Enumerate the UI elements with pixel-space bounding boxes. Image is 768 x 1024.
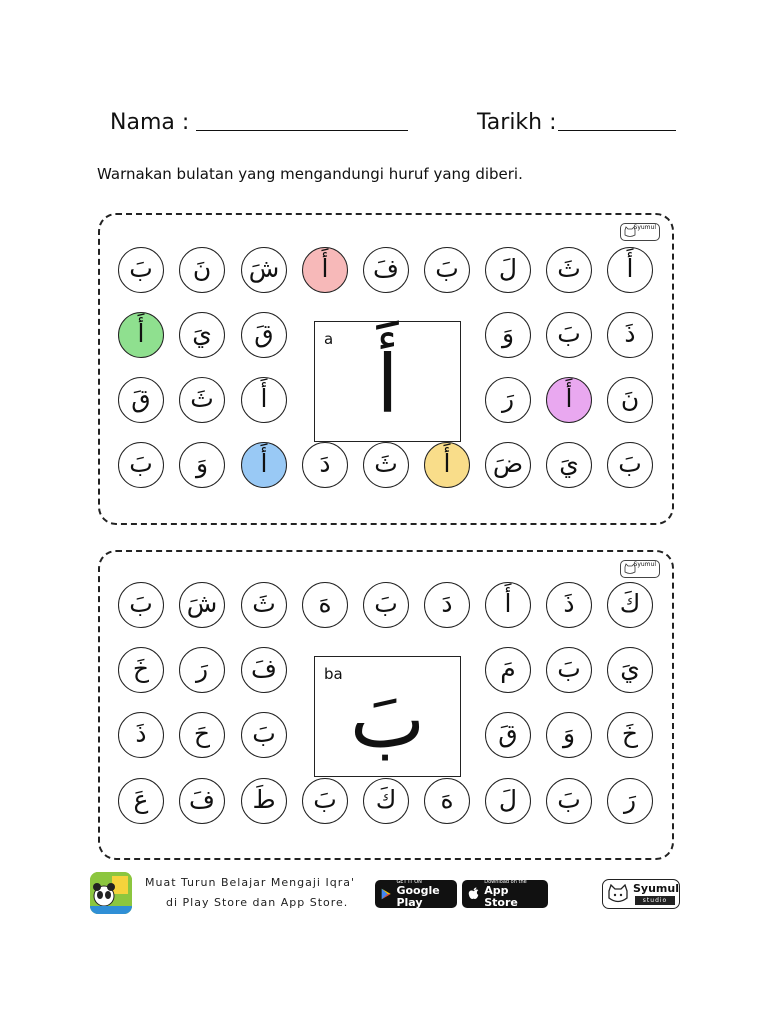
app-icon[interactable]: [90, 872, 132, 914]
letter-circle[interactable]: كَ: [607, 582, 653, 628]
letter-circle[interactable]: لَ: [485, 247, 531, 293]
google-big-text: Google Play: [396, 884, 440, 909]
google-small-text: GET IT ON: [396, 879, 422, 885]
cat-logo-icon: [607, 884, 629, 904]
letter-circle[interactable]: شَ: [179, 582, 225, 628]
letter-circle[interactable]: ذَ: [118, 712, 164, 758]
letter-circle[interactable]: ضَ: [485, 442, 531, 488]
brand-badge-mini: [620, 223, 660, 241]
letter-circle[interactable]: فَ: [241, 647, 287, 693]
letter-circle[interactable]: ثَ: [179, 377, 225, 423]
letter-circle[interactable]: خَ: [607, 712, 653, 758]
letter-circle[interactable]: بَ: [546, 778, 592, 824]
letter-circle[interactable]: بَ: [424, 247, 470, 293]
target-romanization: a: [324, 330, 334, 348]
cat-logo-icon: [624, 226, 636, 238]
letter-circle[interactable]: بَ: [241, 712, 287, 758]
cat-logo-icon: [624, 563, 636, 575]
letter-circle[interactable]: كَ: [363, 778, 409, 824]
letter-circle[interactable]: قَ: [241, 312, 287, 358]
letter-circle[interactable]: رَ: [607, 778, 653, 824]
apple-small-text: Download on the: [484, 879, 527, 885]
letter-circle[interactable]: شَ: [241, 247, 287, 293]
letter-circle[interactable]: خَ: [118, 647, 164, 693]
target-letter: أَ: [376, 338, 399, 431]
apple-big-text: App Store: [484, 884, 518, 909]
app-store-button[interactable]: [462, 880, 548, 908]
letter-circle[interactable]: يَ: [607, 647, 653, 693]
letter-circle[interactable]: قَ: [118, 377, 164, 423]
letter-circle[interactable]: بَ: [363, 582, 409, 628]
letter-circle[interactable]: بَ: [546, 312, 592, 358]
letter-circle[interactable]: دَ: [302, 442, 348, 488]
brand-logo: [602, 879, 680, 909]
footer-line-1: Muat Turun Belajar Mengaji Iqra': [145, 876, 355, 889]
letter-circle[interactable]: أَ: [546, 377, 592, 423]
apple-icon: [468, 887, 479, 901]
google-play-button[interactable]: [375, 880, 457, 908]
letter-circle[interactable]: يَ: [546, 442, 592, 488]
letter-circle[interactable]: وَ: [179, 442, 225, 488]
instruction-text: Warnakan bulatan yang mengandungi huruf yang diberi.: [97, 165, 523, 183]
letter-circle[interactable]: عَ: [118, 778, 164, 824]
google-play-icon: [381, 886, 391, 902]
letter-circle[interactable]: ثَ: [546, 247, 592, 293]
letter-circle[interactable]: أَ: [302, 247, 348, 293]
brand-mini-text: Syumul: [633, 224, 656, 231]
brand-badge-mini: [620, 560, 660, 578]
letter-circle[interactable]: رَ: [179, 647, 225, 693]
letter-circle[interactable]: هَ: [424, 778, 470, 824]
letter-circle[interactable]: نَ: [607, 377, 653, 423]
footer-line-2: di Play Store dan App Store.: [166, 896, 349, 909]
date-field-line[interactable]: [558, 130, 676, 131]
letter-circle[interactable]: بَ: [118, 582, 164, 628]
target-letter: بَ: [349, 673, 426, 766]
letter-circle[interactable]: فَ: [363, 247, 409, 293]
target-letter-box: [314, 321, 461, 442]
letter-circle[interactable]: قَ: [485, 712, 531, 758]
letter-circle[interactable]: أَ: [607, 247, 653, 293]
letter-circle[interactable]: أَ: [424, 442, 470, 488]
letter-panel-1: [98, 213, 674, 525]
letter-circle[interactable]: وَ: [546, 712, 592, 758]
name-field-line[interactable]: [196, 130, 408, 131]
letter-circle[interactable]: بَ: [607, 442, 653, 488]
date-label: Tarikh :: [477, 110, 557, 135]
letter-circle[interactable]: وَ: [485, 312, 531, 358]
letter-circle[interactable]: أَ: [241, 377, 287, 423]
letter-circle[interactable]: بَ: [118, 247, 164, 293]
letter-circle[interactable]: ذَ: [607, 312, 653, 358]
brand-sub: studio: [635, 896, 675, 905]
letter-circle[interactable]: ذَ: [546, 582, 592, 628]
letter-circle[interactable]: نَ: [179, 247, 225, 293]
letter-circle[interactable]: هَ: [302, 582, 348, 628]
target-letter-box: [314, 656, 461, 777]
brand-name: Syumul: [633, 882, 679, 895]
letter-circle[interactable]: طَ: [241, 778, 287, 824]
letter-circle[interactable]: يَ: [179, 312, 225, 358]
letter-circle[interactable]: حَ: [179, 712, 225, 758]
target-romanization: ba: [324, 665, 343, 683]
name-label: Nama :: [110, 110, 190, 135]
panda-app-icon: [90, 872, 132, 914]
letter-circle[interactable]: أَ: [241, 442, 287, 488]
letter-circle[interactable]: ثَ: [363, 442, 409, 488]
letter-circle[interactable]: رَ: [485, 377, 531, 423]
letter-circle[interactable]: دَ: [424, 582, 470, 628]
letter-circle[interactable]: أَ: [118, 312, 164, 358]
letter-circle[interactable]: بَ: [546, 647, 592, 693]
letter-circle[interactable]: بَ: [302, 778, 348, 824]
letter-circle[interactable]: مَ: [485, 647, 531, 693]
letter-circle[interactable]: بَ: [118, 442, 164, 488]
letter-circle[interactable]: لَ: [485, 778, 531, 824]
brand-mini-text: Syumul: [633, 561, 656, 568]
letter-circle[interactable]: فَ: [179, 778, 225, 824]
letter-circle[interactable]: ثَ: [241, 582, 287, 628]
letter-panel-2: [98, 550, 674, 860]
letter-circle[interactable]: أَ: [485, 582, 531, 628]
